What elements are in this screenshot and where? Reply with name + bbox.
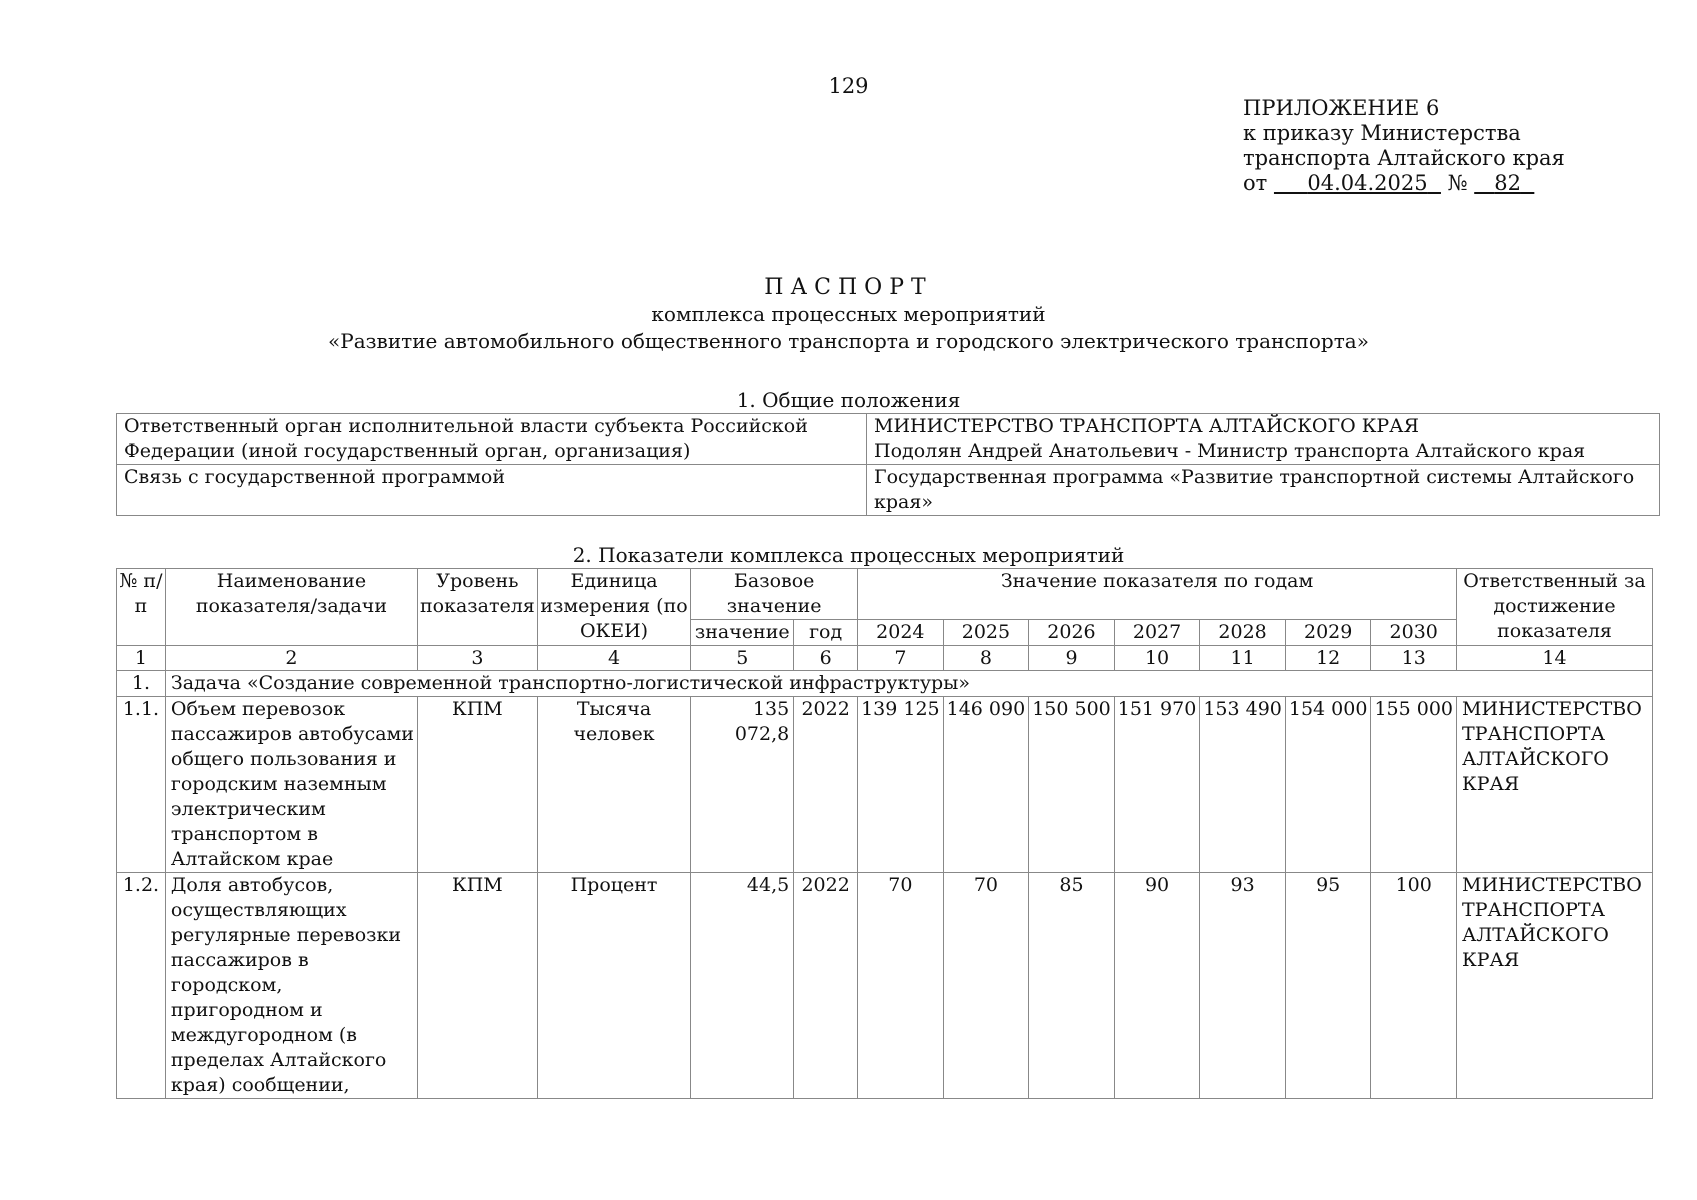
- year-value: 154 000: [1285, 697, 1371, 873]
- responsible-person: Подолян Андрей Анатольевич - Министр транспорта Алтайского края: [874, 440, 1586, 462]
- indicators-table: [116, 568, 1653, 1099]
- responsible: МИНИСТЕРСТВО ТРАНСПОРТА АЛТАЙСКОГО КРАЯ: [1457, 697, 1653, 873]
- table-cell: [867, 414, 1660, 465]
- task-num: 1.: [117, 671, 166, 697]
- header-year: 2025: [943, 620, 1029, 646]
- year-value: 85: [1029, 873, 1115, 1099]
- header-name: Наименование показателя/задачи: [165, 569, 417, 646]
- header-year: 2029: [1285, 620, 1371, 646]
- column-number: 8: [943, 646, 1029, 671]
- header-num: № п/п: [117, 569, 166, 646]
- column-number: 4: [537, 646, 690, 671]
- column-numbers-row: [117, 646, 1653, 671]
- table-row: [117, 697, 1653, 873]
- appendix-title: ПРИЛОЖЕНИЕ 6: [1243, 96, 1440, 120]
- indicator-unit: Тысяча человек: [537, 697, 690, 873]
- year-value: 153 490: [1200, 697, 1286, 873]
- header-values-by-year: Значение показателя по годам: [858, 569, 1457, 620]
- task-text: Задача «Создание современной транспортно-логистической инфраструктуры»: [165, 671, 1652, 697]
- indicator-unit: Процент: [537, 873, 690, 1099]
- base-value: 44,5: [691, 873, 794, 1099]
- responsible-org: МИНИСТЕРСТВО ТРАНСПОРТА АЛТАЙСКОГО КРАЯ: [874, 415, 1419, 437]
- header-responsible: Ответственный за достижение показателя: [1457, 569, 1653, 646]
- base-year: 2022: [794, 697, 858, 873]
- header-unit: Единица измерения (по ОКЕИ): [537, 569, 690, 646]
- table-cell: Государственная программа «Развитие транспортной системы Алтайского края»: [867, 465, 1660, 516]
- appendix-line: транспорта Алтайского края: [1243, 146, 1565, 170]
- column-number: 3: [417, 646, 537, 671]
- date-prefix: от: [1243, 171, 1268, 195]
- indicator-name: Объем перевозок пассажиров автобусами общего пользования и городским наземным электрическим транспортом в Алтайском крае: [165, 697, 417, 873]
- indicator-name: Доля автобусов, осуществляющих регулярные перевозки пассажиров в городском, пригородном и междугородном (в пределах Алтайского края) сообщении,: [165, 873, 417, 1099]
- header-year: 2026: [1029, 620, 1115, 646]
- header-year: 2030: [1371, 620, 1457, 646]
- indicator-level: КПМ: [417, 873, 537, 1099]
- title-sub: «Развитие автомобильного общественного транспорта и городского электрического транспорта»: [328, 329, 1369, 353]
- table-row: [117, 873, 1653, 1099]
- indicator-level: КПМ: [417, 697, 537, 873]
- order-date: 04.04.2025: [1307, 171, 1428, 195]
- header-year: 2028: [1200, 620, 1286, 646]
- year-value: 139 125: [858, 697, 944, 873]
- column-number: 6: [794, 646, 858, 671]
- header-base: Базовое значение: [691, 569, 858, 620]
- header-level: Уровень показателя: [417, 569, 537, 646]
- year-value: 100: [1371, 873, 1457, 1099]
- row-num: 1.2.: [117, 873, 166, 1099]
- responsible: МИНИСТЕРСТВО ТРАНСПОРТА АЛТАЙСКОГО КРАЯ: [1457, 873, 1653, 1099]
- column-number: 9: [1029, 646, 1115, 671]
- year-value: 93: [1200, 873, 1286, 1099]
- title-sub: комплекса процессных мероприятий: [651, 302, 1046, 326]
- year-value: 150 500: [1029, 697, 1115, 873]
- task-row: [117, 671, 1653, 697]
- year-value: 151 970: [1114, 697, 1200, 873]
- year-value: 146 090: [943, 697, 1029, 873]
- year-value: 90: [1114, 873, 1200, 1099]
- year-value: 70: [943, 873, 1029, 1099]
- column-number: 11: [1200, 646, 1286, 671]
- section2-title: 2. Показатели комплекса процессных мероприятий: [572, 543, 1125, 567]
- base-value: 135 072,8: [691, 697, 794, 873]
- order-number: 82: [1494, 171, 1521, 195]
- column-number: 1: [117, 646, 166, 671]
- appendix-line: к приказу Министерства: [1243, 121, 1521, 145]
- title-main: ПАСПОРТ: [764, 275, 933, 300]
- number-prefix: №: [1447, 171, 1468, 195]
- general-provisions-table: [116, 413, 1660, 516]
- column-number: 5: [691, 646, 794, 671]
- column-number: 2: [165, 646, 417, 671]
- header-year: 2027: [1114, 620, 1200, 646]
- table-cell: Связь с государственной программой: [117, 465, 867, 516]
- base-year: 2022: [794, 873, 858, 1099]
- table-row: [117, 414, 1660, 465]
- table-row: [117, 465, 1660, 516]
- header-year: 2024: [858, 620, 944, 646]
- column-number: 13: [1371, 646, 1457, 671]
- column-number: 10: [1114, 646, 1200, 671]
- header-base-year: год: [794, 620, 858, 646]
- page-number: 129: [828, 74, 869, 98]
- header-base-value: значение: [691, 620, 794, 646]
- section1-title: 1. Общие положения: [736, 388, 961, 412]
- year-value: 95: [1285, 873, 1371, 1099]
- year-value: 70: [858, 873, 944, 1099]
- appendix-block: [1243, 96, 1565, 196]
- appendix-date-line: [1243, 171, 1565, 196]
- table-cell: Ответственный орган исполнительной власти субъекта Российской Федерации (иной государственный орган, организация): [117, 414, 867, 465]
- row-num: 1.1.: [117, 697, 166, 873]
- document-title: [0, 274, 1697, 355]
- column-number: 12: [1285, 646, 1371, 671]
- column-number: 7: [858, 646, 944, 671]
- column-number: 14: [1457, 646, 1653, 671]
- year-value: 155 000: [1371, 697, 1457, 873]
